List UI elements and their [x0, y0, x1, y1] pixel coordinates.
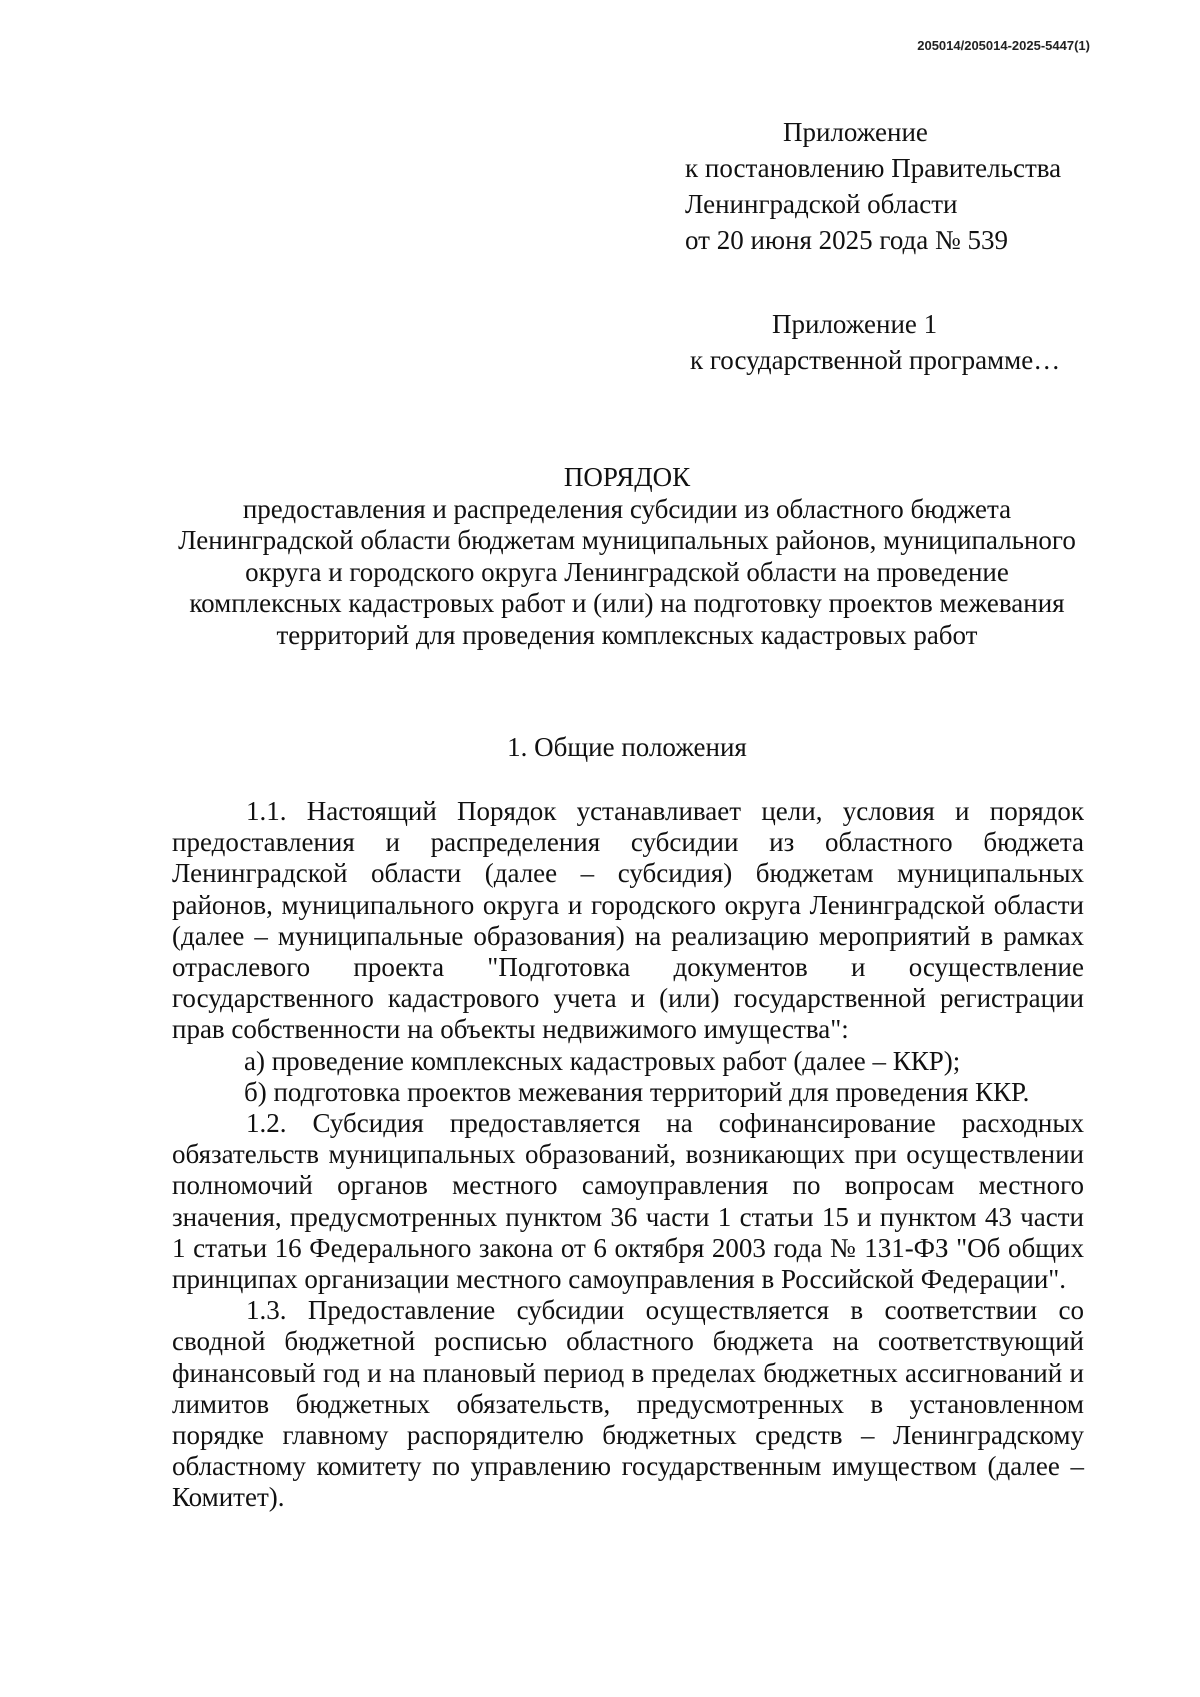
appendix-resolution-block: [685, 114, 1061, 258]
document-title-block: [172, 462, 1082, 651]
document-title: ПОРЯДОК: [563, 462, 691, 492]
list-item-a: а) проведение комплексных кадастровых работ (далее – ККР);: [244, 1045, 961, 1076]
appendix-label: Приложение: [783, 117, 928, 147]
appendix-program-block: [690, 306, 1060, 378]
section-heading: 1. Общие положения: [507, 732, 747, 762]
document-subtitle: предоставления и распределения субсидии из областного бюджета Ленинградской области бюджетам муниципальных районов, муниципального округа и городского округа Ленинградской области на проведение комплексных кадастровых работ и (или) на подготовку проектов межевания территорий для проведения комплексных кадастровых работ: [178, 493, 1076, 650]
document-number: 205014/205014-2025-5447(1): [917, 38, 1090, 53]
list-item-b: б) подготовка проектов межевания территорий для проведения ККР.: [244, 1076, 1030, 1107]
appendix-region-line: Ленинградской области: [685, 189, 958, 219]
appendix-resolution-line: к постановлению Правительства: [685, 153, 1062, 183]
appendix-program-label: Приложение 1: [772, 309, 938, 339]
paragraph-1-3: 1.3. Предоставление субсидии осуществляется в соответствии со сводной бюджетной росписью областного бюджета на соответствующий финансовый год и на плановый период в пределах бюджетных ассигнований и лимитов бюджетных обязательств, предусмотренных в установленном порядке главному распорядителю бюджетных средств – Ленинградскому областному комитету по управлению государственным имуществом (далее – Комитет).: [172, 1295, 1084, 1513]
appendix-program-line: к государственной программе…: [690, 345, 1061, 375]
paragraph-1-2: 1.2. Субсидия предоставляется на софинансирование расходных обязательств муниципальных образований, возникающих при осуществлении полномочий органов местного самоуправления по вопросам местного значения, предусмотренных пунктом 36 части 1 статьи 15 и пунктом 43 части 1 статьи 16 Федерального закона от 6 октября 2003 года № 131-ФЗ "Об общих принципах организации местного самоуправления в Российской Федерации".: [172, 1108, 1084, 1295]
document-body: [172, 796, 1084, 1514]
paragraph-1-1: 1.1. Настоящий Порядок устанавливает цели, условия и порядок предоставления и распределения субсидии из областного бюджета Ленинградской области (далее – субсидия) бюджетам муниципальных районов, муниципального округа и городского округа Ленинградской области (далее – муниципальные образования) на реализацию мероприятий в рамках отраслевого проекта "Подготовка документов и осуществление государственного кадастрового учета и (или) государственной регистрации прав собственности на объекты недвижимого имущества":: [172, 796, 1084, 1045]
appendix-date-line: от 20 июня 2025 года № 539: [685, 225, 1009, 255]
